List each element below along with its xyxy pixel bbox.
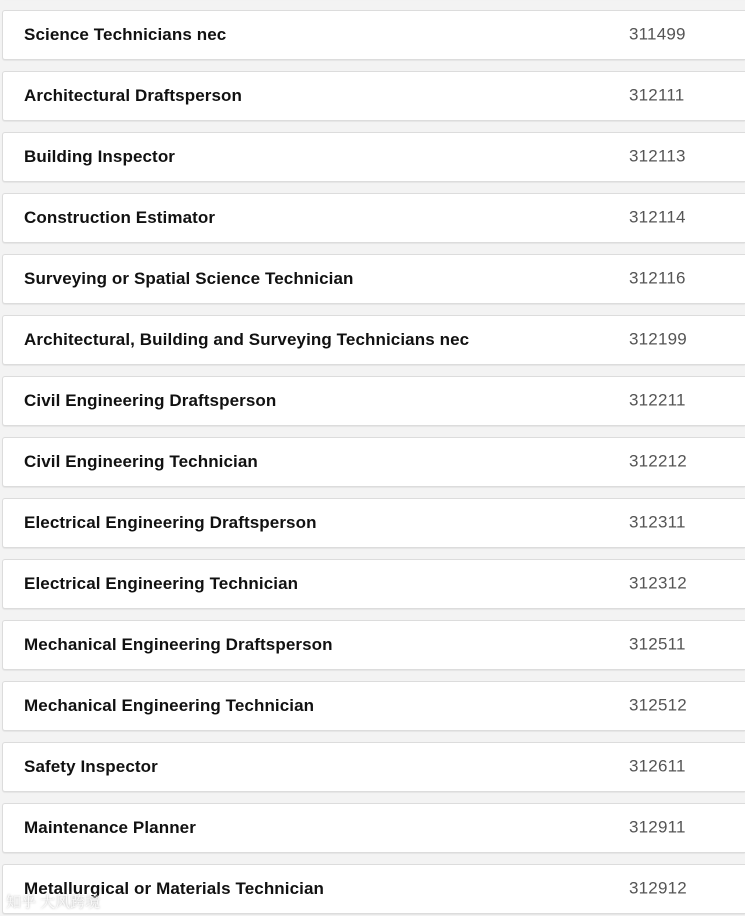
occupation-code: 312116 <box>629 268 686 288</box>
occupation-title: Surveying or Spatial Science Technician <box>24 269 354 288</box>
occupation-code: 312111 <box>629 85 685 105</box>
watermark: 知乎 大风跨境 <box>6 894 101 911</box>
occupation-code: 312311 <box>629 512 686 532</box>
occupation-code: 311499 <box>629 24 686 44</box>
occupation-title: Architectural, Building and Surveying Technicians nec <box>24 330 470 349</box>
occupation-code: 312511 <box>629 634 686 654</box>
occupation-title: Maintenance Planner <box>24 818 196 837</box>
occupation-code: 312912 <box>629 878 687 898</box>
occupation-row[interactable] <box>2 71 745 121</box>
occupation-code: 312512 <box>629 695 687 715</box>
occupation-title: Electrical Engineering Technician <box>24 574 299 593</box>
occupation-title: Metallurgical or Materials Technician <box>24 879 325 898</box>
occupation-row[interactable] <box>2 376 745 426</box>
occupation-row[interactable] <box>2 132 745 182</box>
occupation-row[interactable] <box>2 681 745 731</box>
occupation-code: 312114 <box>629 207 686 227</box>
occupation-title: Science Technicians nec <box>24 25 227 44</box>
occupation-row[interactable] <box>2 498 745 548</box>
occupation-title: Mechanical Engineering Technician <box>24 696 315 715</box>
occupation-code: 312113 <box>629 146 686 166</box>
occupation-code: 312911 <box>629 817 686 837</box>
occupation-row[interactable] <box>2 803 745 853</box>
occupation-code: 312312 <box>629 573 687 593</box>
occupation-row[interactable] <box>2 193 745 243</box>
occupation-code: 312211 <box>629 390 686 410</box>
occupation-title: Civil Engineering Technician <box>24 452 258 471</box>
occupation-row[interactable] <box>2 620 745 670</box>
occupation-code: 312611 <box>629 756 686 776</box>
occupation-title: Safety Inspector <box>24 757 158 776</box>
occupation-title: Electrical Engineering Draftsperson <box>24 513 317 532</box>
occupation-row[interactable] <box>2 742 745 792</box>
occupation-title: Civil Engineering Draftsperson <box>24 391 277 410</box>
occupation-title: Architectural Draftsperson <box>24 86 242 105</box>
occupation-row[interactable] <box>2 10 745 60</box>
occupation-title: Construction Estimator <box>24 208 216 227</box>
occupation-row[interactable] <box>2 864 745 914</box>
occupation-row[interactable] <box>2 254 745 304</box>
occupation-title: Building Inspector <box>24 147 176 166</box>
occupation-row[interactable] <box>2 559 745 609</box>
occupation-title: Mechanical Engineering Draftsperson <box>24 635 333 654</box>
occupation-code: 312199 <box>629 329 687 349</box>
occupation-row[interactable] <box>2 315 745 365</box>
occupation-code: 312212 <box>629 451 687 471</box>
occupation-row[interactable] <box>2 437 745 487</box>
